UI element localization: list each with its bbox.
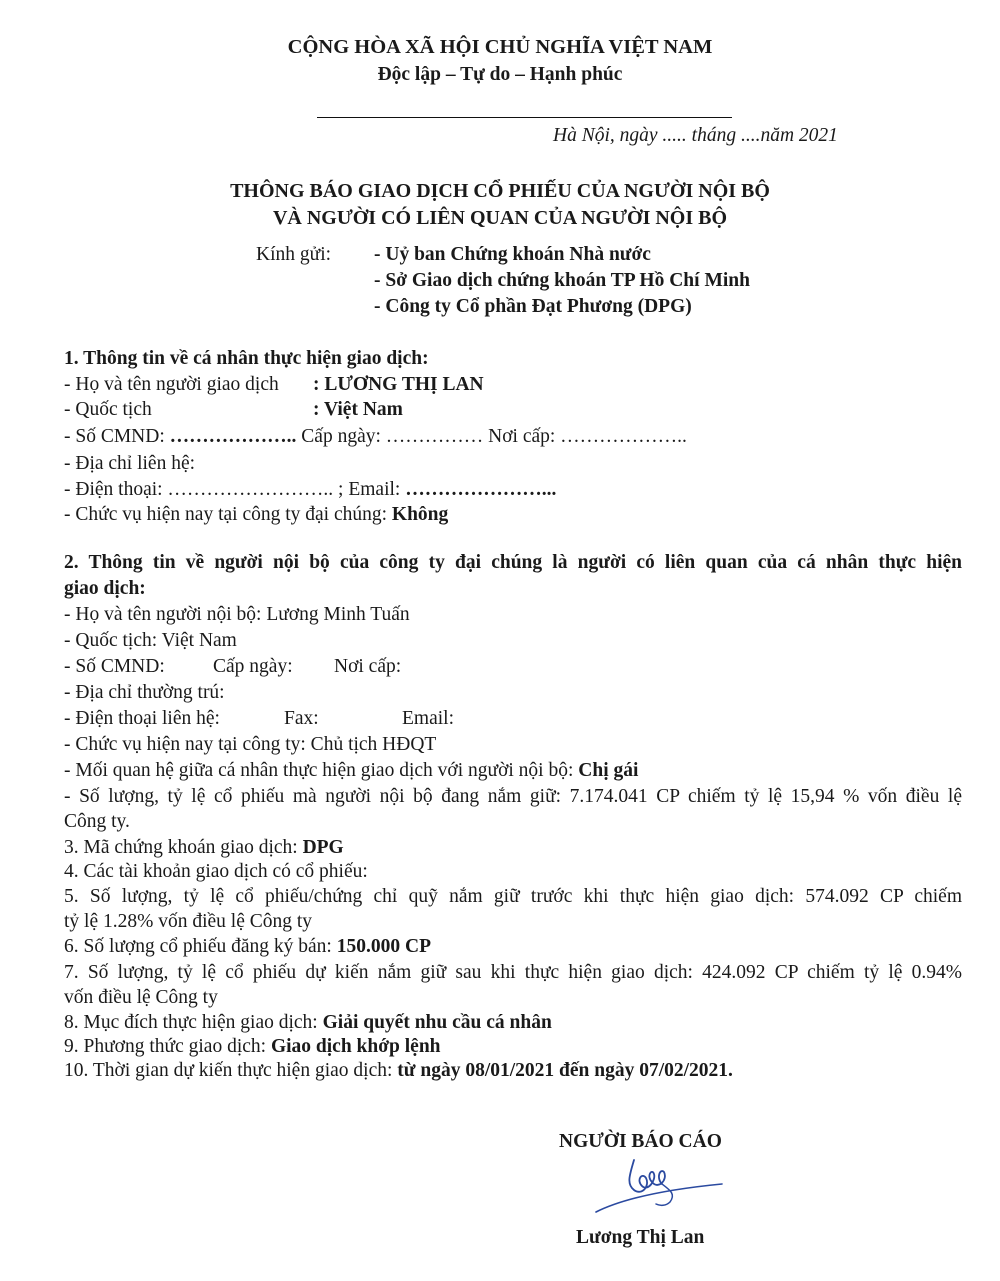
national-title: CỘNG HÒA XÃ HỘI CHỦ NGHĨA VIỆT NAM <box>287 36 713 58</box>
item3-value: DPG <box>302 837 344 858</box>
item10-label: 10. Thời gian dự kiến thực hiện giao dịch: <box>64 1060 398 1081</box>
document-title-line1: THÔNG BÁO GIAO DỊCH CỔ PHIẾU CỦA NGƯỜI NỘI BỘ <box>230 180 770 202</box>
item5-line2: tỷ lệ 1.28% vốn điều lệ Công ty <box>64 911 313 932</box>
item9-value: Giao dịch khớp lệnh <box>270 1036 441 1057</box>
section2-heading-line1: 2. Thông tin về người nội bộ của công ty đại chúng là người có liên quan của cá nhân thực hiện <box>64 552 962 573</box>
trader-nationality-value: : Việt Nam <box>313 399 403 420</box>
trader-position-row <box>64 503 448 527</box>
item5-line1: 5. Số lượng, tỷ lệ cổ phiếu/chứng chỉ quỹ nắm giữ trước khi thực hiện giao dịch: 574.092 CP chiếm <box>64 886 962 907</box>
item8-row <box>64 1011 552 1035</box>
item3-label: 3. Mã chứng khoán giao dịch: <box>64 837 303 858</box>
item6-row <box>64 935 431 959</box>
recipient-2: - Sở Giao dịch chứng khoán TP Hồ Chí Minh <box>374 270 750 291</box>
item9-label: 9. Phương thức giao dịch: <box>64 1036 271 1057</box>
insider-fax: Fax: <box>284 708 319 729</box>
insider-position: - Chức vụ hiện nay tại công ty: Chủ tịch HĐQT <box>64 734 437 755</box>
insider-id-date: Cấp ngày: <box>213 656 293 677</box>
insider-address: - Địa chỉ thường trú: <box>64 682 225 703</box>
item10-value: từ ngày 08/01/2021 đến ngày 07/02/2021. <box>397 1060 733 1081</box>
signer-name: Lương Thị Lan <box>576 1227 705 1248</box>
item8-label: 8. Mục đích thực hiện giao dịch: <box>64 1012 323 1033</box>
motto: Độc lập – Tự do – Hạnh phúc <box>377 64 623 85</box>
trader-id-value: ……………….. <box>164 426 302 447</box>
insider-relation-row <box>64 759 638 783</box>
item6-label: 6. Số lượng cổ phiếu đăng ký bán: <box>64 936 337 957</box>
recipients-label: Kính gửi: <box>256 244 332 265</box>
item3-row <box>64 836 344 860</box>
insider-nationality: - Quốc tịch: Việt Nam <box>64 630 237 651</box>
place-date: Hà Nội, ngày ..... tháng ....năm 2021 <box>553 125 838 146</box>
trader-contact-row <box>64 478 556 502</box>
insider-id-place: Nơi cấp: <box>334 656 402 677</box>
trader-phone-email: - Điện thoại: …………………….. ; Email: <box>64 479 401 500</box>
section1-heading: 1. Thông tin về cá nhân thực hiện giao dịch: <box>64 348 429 369</box>
item7-line1: 7. Số lượng, tỷ lệ cổ phiếu dự kiến nắm giữ sau khi thực hiện giao dịch: 424.092 CP chiếm tỷ lệ 0.94% <box>64 962 962 983</box>
insider-name: - Họ và tên người nội bộ: Lương Minh Tuấn <box>64 604 410 625</box>
recipient-3: - Công ty Cổ phần Đạt Phương (DPG) <box>374 296 692 317</box>
trader-nationality-label: - Quốc tịch <box>64 399 152 420</box>
trader-id-label: - Số CMND: <box>64 426 165 447</box>
trader-id-issue: Cấp ngày: …………… Nơi cấp: ……………….. <box>301 426 687 447</box>
signature-title: NGƯỜI BÁO CÁO <box>559 1131 722 1152</box>
insider-relation-value: Chị gái <box>578 760 639 781</box>
item9-row <box>64 1035 441 1059</box>
trader-name-label: - Họ và tên người giao dịch <box>64 374 279 395</box>
item10-row <box>64 1059 733 1083</box>
item6-value: 150.000 CP <box>336 936 431 957</box>
handwritten-signature <box>590 1150 730 1220</box>
insider-id-label: - Số CMND: <box>64 656 165 677</box>
insider-holdings-line2: Công ty. <box>64 811 130 832</box>
trader-id-row <box>64 425 687 449</box>
insider-relation-label: - Mối quan hệ giữa cá nhân thực hiện giao dịch với người nội bộ: <box>64 760 579 781</box>
trader-address: - Địa chỉ liên hệ: <box>64 453 196 474</box>
trader-email-value: …………………... <box>400 479 557 500</box>
recipient-1: - Uỷ ban Chứng khoán Nhà nước <box>374 244 651 265</box>
trader-position-label: - Chức vụ hiện nay tại công ty đại chúng: <box>64 504 392 525</box>
insider-email: Email: <box>402 708 454 729</box>
trader-name-value: : LƯƠNG THỊ LAN <box>313 374 484 395</box>
insider-phone: - Điện thoại liên hệ: <box>64 708 220 729</box>
item7-line2: vốn điều lệ Công ty <box>64 987 218 1008</box>
section2-heading-line2: giao dịch: <box>64 578 146 599</box>
insider-holdings-line1: - Số lượng, tỷ lệ cổ phiếu mà người nội bộ đang nắm giữ: 7.174.041 CP chiếm tỷ lệ 15,94 % vốn điều lệ <box>64 786 962 807</box>
item8-value: Giải quyết nhu cầu cá nhân <box>322 1012 552 1033</box>
item4: 4. Các tài khoản giao dịch có cổ phiếu: <box>64 861 368 882</box>
header-divider <box>317 117 732 118</box>
trader-position-value: Không <box>391 504 449 525</box>
document-title-line2: VÀ NGƯỜI CÓ LIÊN QUAN CỦA NGƯỜI NỘI BỘ <box>272 207 728 229</box>
